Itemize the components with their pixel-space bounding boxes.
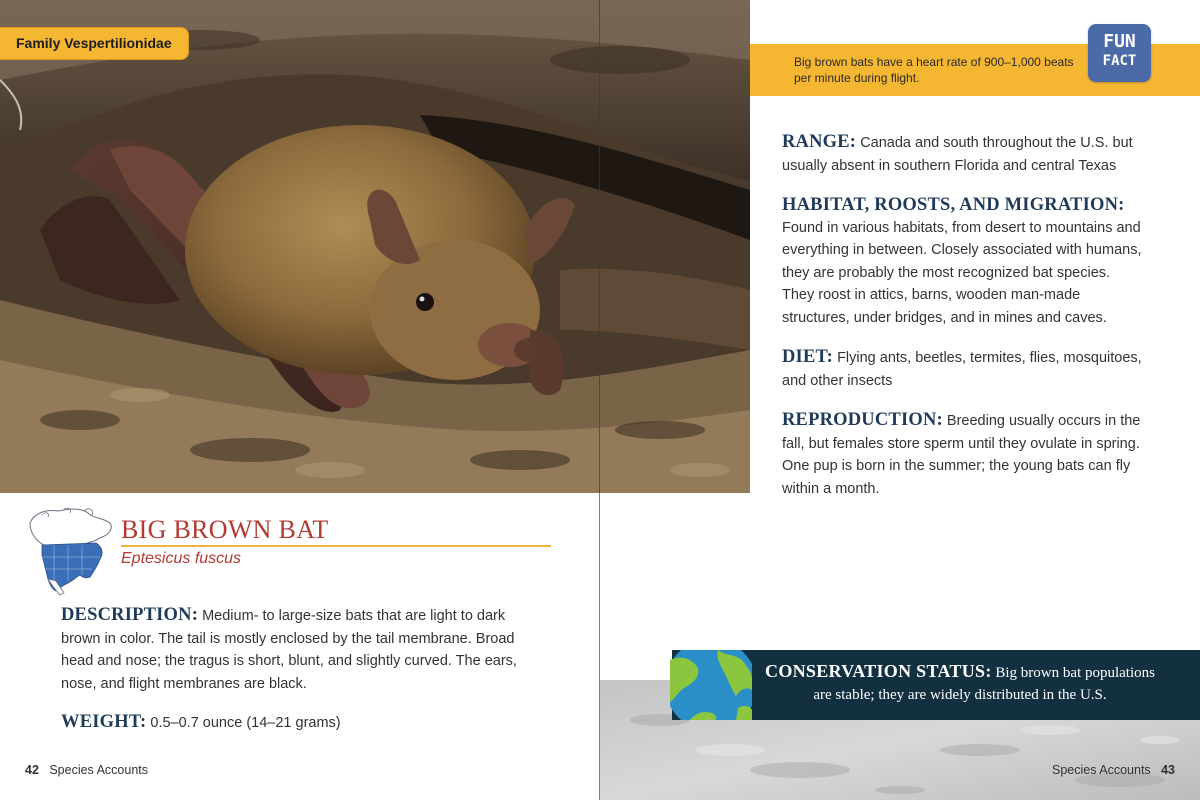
diet-label: DIET: (782, 347, 834, 367)
fun-fact-badge-line2: FACT (1102, 53, 1137, 69)
conservation-label: CONSERVATION STATUS: (765, 661, 992, 681)
fun-fact-badge-line1: FUN (1103, 31, 1136, 52)
species-latin-name: Eptesicus fuscus (121, 550, 242, 567)
weight-section (61, 711, 543, 735)
weight-label: WEIGHT: (61, 712, 147, 732)
range-map-icon (24, 505, 120, 597)
right-page-number: 43 (1161, 763, 1175, 777)
bat-photo (0, 0, 750, 493)
diet-section (782, 346, 1142, 392)
right-page-footer (1052, 763, 1175, 777)
habitat-text: Found in various habitats, from desert to mountains and everything in between. Closely associated with humans, they are probably the most recognized bat species. They roost in attics, barns, wooden man-made structures, under bridges, and in mines and caves. (782, 219, 1142, 326)
left-section-name: Species Accounts (49, 763, 148, 777)
range-section (782, 131, 1142, 177)
title-rule (121, 545, 551, 547)
family-tag: Family Vespertilionidae (0, 27, 189, 60)
conservation-text: Big brown bat populations are stable; they are widely distributed in the U.S. (813, 665, 1155, 703)
fun-fact-text: Big brown bats have a heart rate of 900–1,000 beats per minute during flight. (794, 55, 1074, 85)
fun-fact-badge (1088, 24, 1151, 82)
conservation-section (760, 660, 1160, 706)
left-page-number: 42 (25, 763, 39, 777)
weight-text: 0.5–0.7 ounce (14–21 grams) (150, 715, 341, 731)
diet-text: Flying ants, beetles, termites, flies, mosquitoes, and other insects (782, 350, 1142, 389)
reproduction-section (782, 409, 1142, 500)
reproduction-label: REPRODUCTION: (782, 410, 943, 430)
reproduction-text: Breeding usually occurs in the fall, but females store sperm until they ovulate in spring. One pup is born in the summer; the young bats can fly within a month. (782, 413, 1141, 497)
description-text: Medium- to large-size bats that are light to dark brown in color. The tail is mostly enclosed by the tail membrane. Broad head and nose; the tragus is short, blunt, and slightly curved. The ears, nose, and flight membranes are black. (61, 608, 517, 692)
species-common-name: BIG BROWN BAT (121, 515, 329, 544)
range-label: RANGE: (782, 132, 857, 152)
globe-icon (670, 650, 752, 720)
description-section (61, 604, 543, 695)
left-page-footer (25, 763, 148, 777)
habitat-section (782, 194, 1142, 330)
range-text: Canada and south throughout the U.S. but usually absent in southern Florida and central Texas (782, 135, 1133, 174)
right-section-name: Species Accounts (1052, 763, 1151, 777)
description-label: DESCRIPTION: (61, 605, 199, 625)
habitat-label: HABITAT, ROOSTS, AND MIGRATION: (782, 195, 1125, 215)
